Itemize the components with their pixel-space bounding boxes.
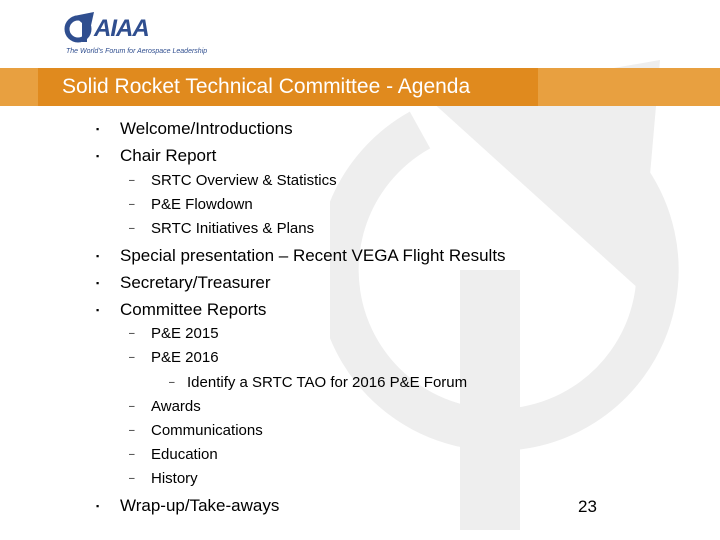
dash-icon: – <box>129 449 135 460</box>
aiaa-watermark-icon <box>330 40 720 540</box>
agenda-subitem: Communications <box>151 422 263 439</box>
agenda-subitem: Awards <box>151 398 201 415</box>
dash-icon: – <box>129 328 135 339</box>
page-number: 23 <box>578 497 597 516</box>
dash-icon: – <box>129 473 135 484</box>
agenda-subitem: Education <box>151 446 218 463</box>
agenda-subitem: P&E 2016 <box>151 349 219 366</box>
bullet-icon: ▪ <box>96 151 100 161</box>
agenda-subsubitem: Identify a SRTC TAO for 2016 P&E Forum <box>187 374 468 391</box>
dash-icon: – <box>129 175 135 186</box>
dash-icon: – <box>129 425 135 436</box>
bullet-icon: ▪ <box>96 124 100 134</box>
agenda-item: Welcome/Introductions <box>120 119 293 138</box>
agenda-subitem: P&E 2015 <box>151 325 219 342</box>
bullet-icon: ▪ <box>96 278 100 288</box>
logo-tagline: The World's Forum for Aerospace Leadership <box>66 48 208 55</box>
aiaa-swoosh-icon <box>64 12 98 44</box>
dash-icon: – <box>129 401 135 412</box>
dash-icon: – <box>129 352 135 363</box>
agenda-item: Special presentation – Recent VEGA Flight Results <box>120 246 506 265</box>
agenda-item: Wrap-up/Take-aways <box>120 496 280 515</box>
agenda-item: Secretary/Treasurer <box>120 273 271 292</box>
slide-title: Solid Rocket Technical Committee - Agenda <box>62 75 471 98</box>
dash-icon: – <box>129 223 135 234</box>
agenda-subitem: SRTC Initiatives & Plans <box>151 220 315 237</box>
agenda-item: Committee Reports <box>120 300 267 319</box>
bullet-icon: ▪ <box>96 251 100 261</box>
agenda-subitem: P&E Flowdown <box>151 196 253 213</box>
agenda-item: Chair Report <box>120 146 217 165</box>
aiaa-logo <box>64 12 208 56</box>
bullet-icon: ▪ <box>96 305 100 315</box>
logo-wordmark: AIAA <box>94 15 149 42</box>
agenda-subitem: SRTC Overview & Statistics <box>151 172 337 189</box>
dash-icon: – <box>129 199 135 210</box>
bullet-icon: ▪ <box>96 501 100 511</box>
dash-icon: – <box>169 377 175 388</box>
agenda-subitem: History <box>151 470 198 487</box>
